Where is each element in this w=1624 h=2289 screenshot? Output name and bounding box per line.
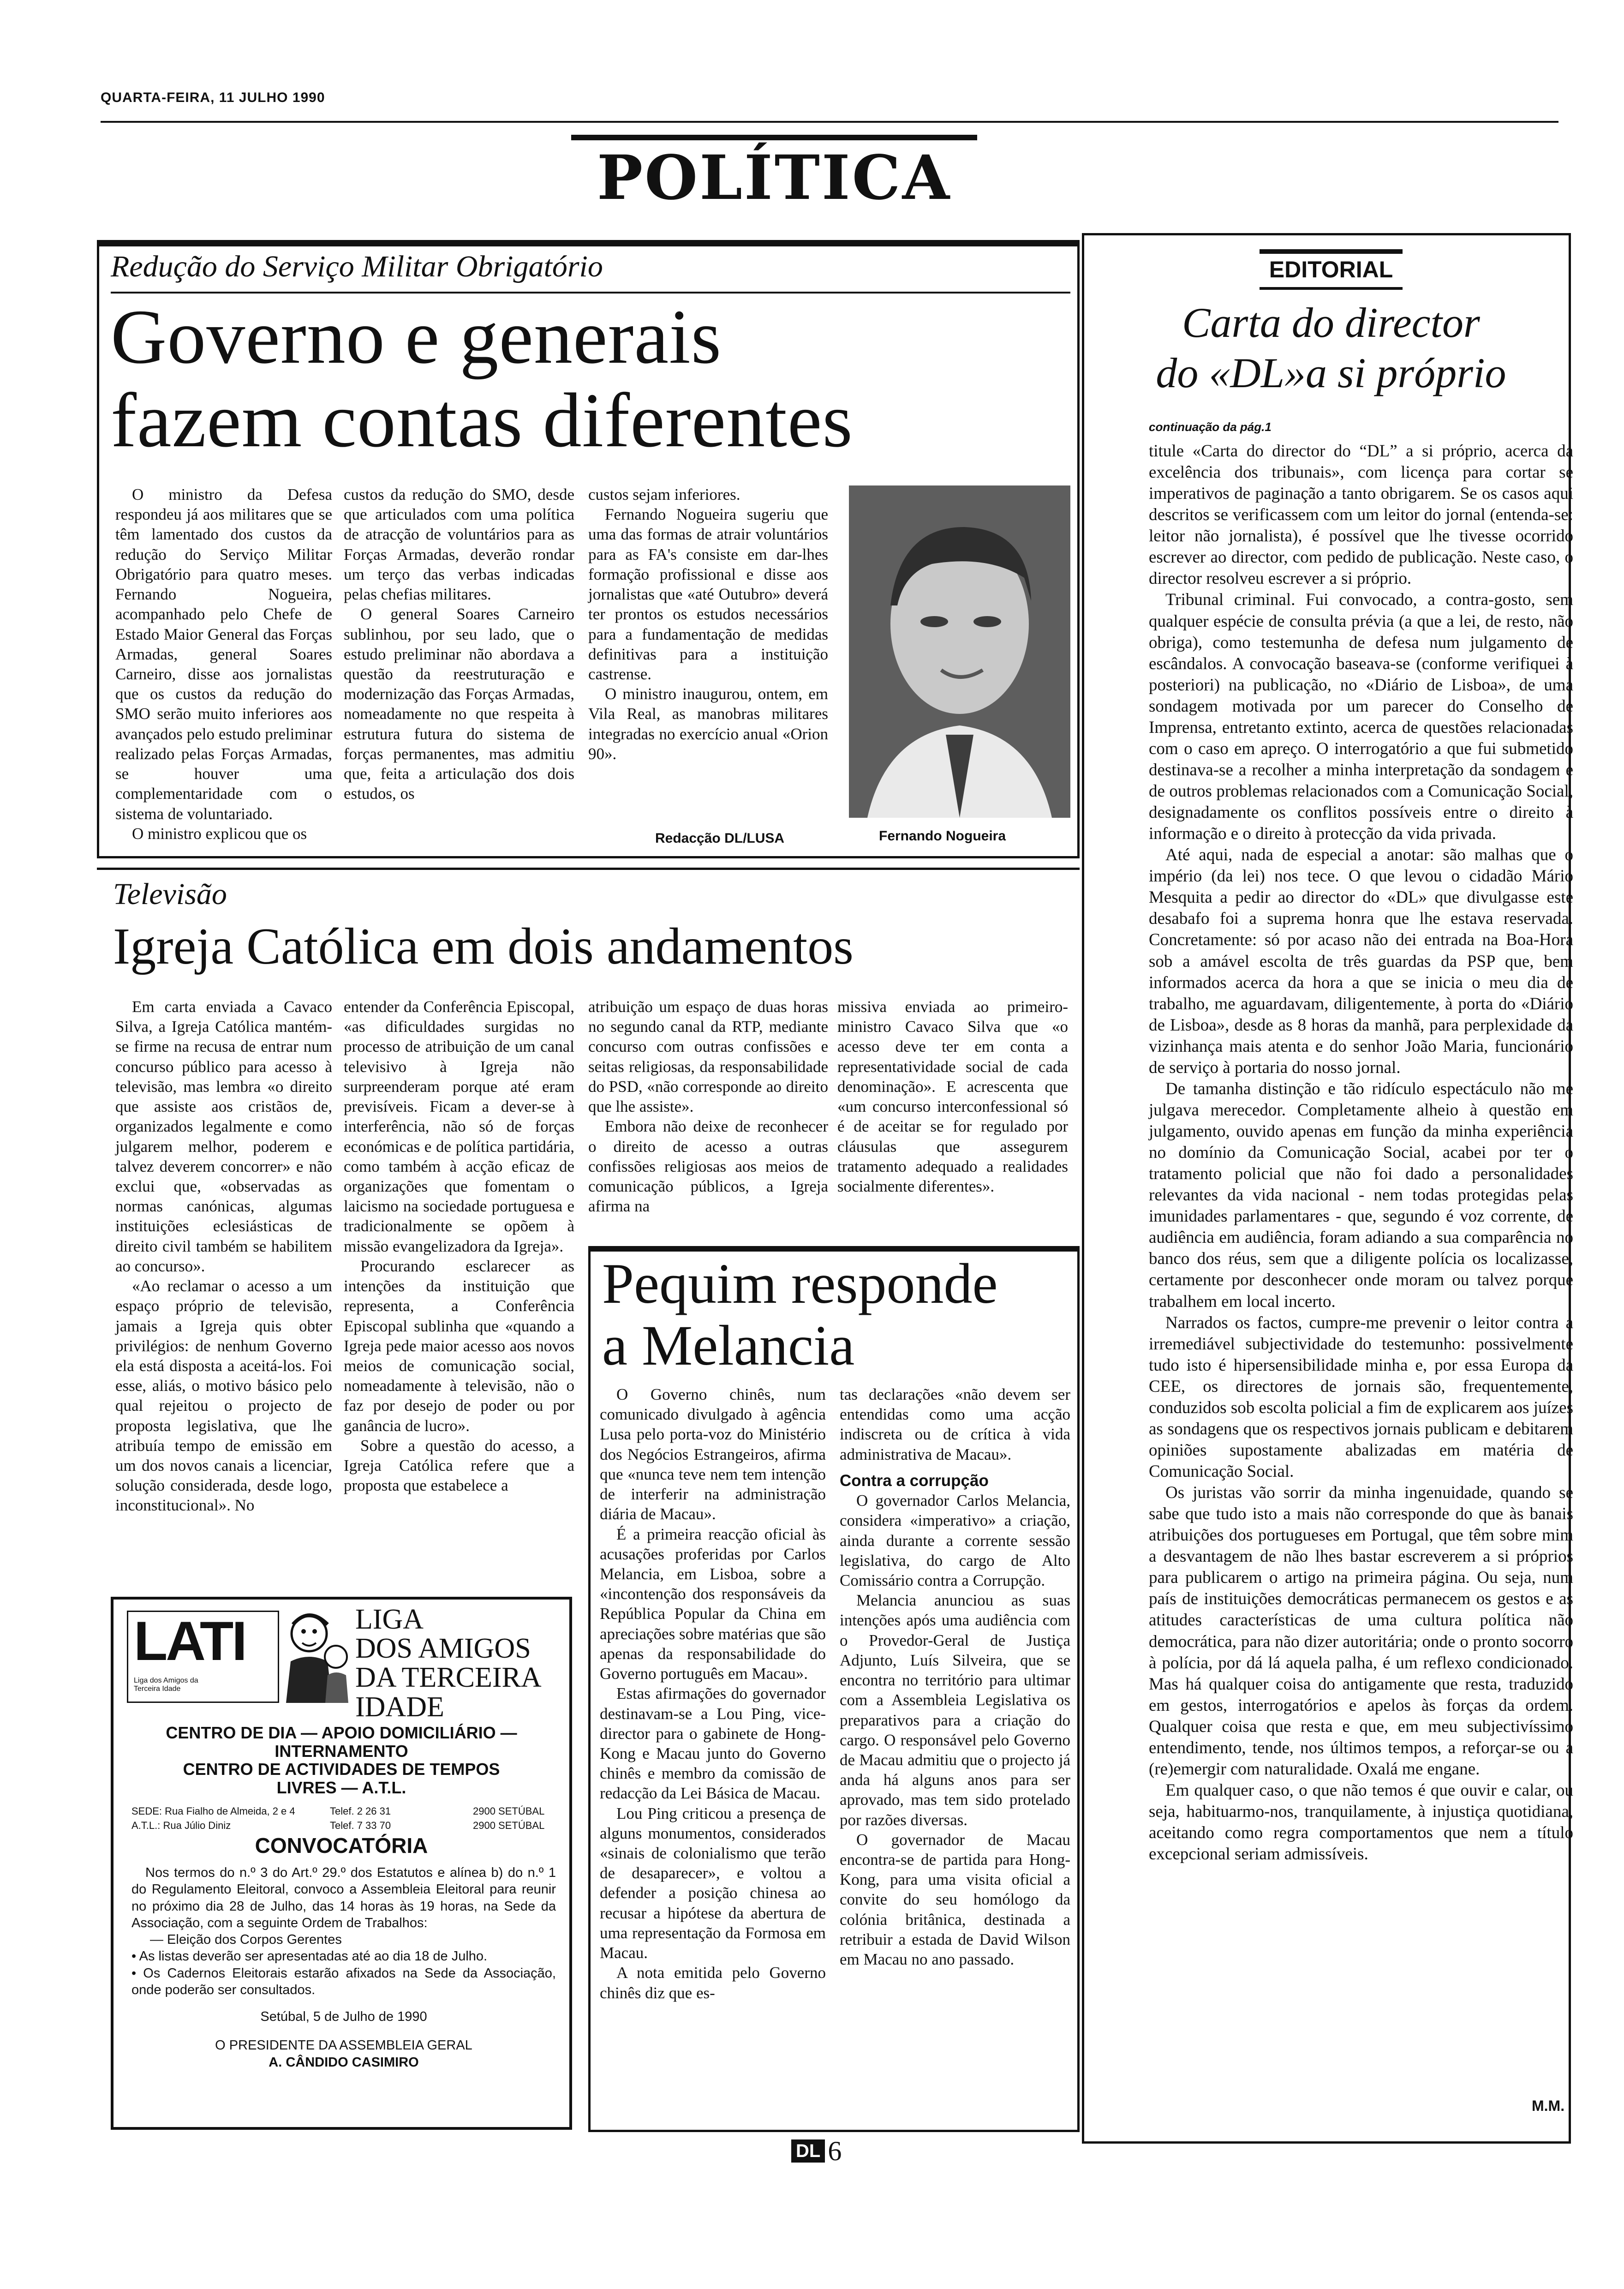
article-igreja-headline: Igreja Católica em dois andamentos xyxy=(113,918,854,975)
paragraph: custos sejam inferiores. xyxy=(588,485,740,503)
article-igreja-col-1 xyxy=(115,997,332,1516)
article-igreja-kicker: Televisão xyxy=(113,877,227,911)
convocatoria-text: Nos termos do n.º 3 do Art.º 29.º dos Estatutos e alínea b) do n.º 1 do Regulamento Eleitoral, convoco a Assembleia Eleitoral para reunir no próximo dia 28 de Julho, das 14 horas às 19 horas, na Sede da Associação, com a seguinte Ordem de Trabalhos: xyxy=(131,1865,556,1930)
portrait-illustration xyxy=(849,485,1070,818)
editorial-continued: continuação da pág.1 xyxy=(1149,420,1272,434)
editorial-label: EDITORIAL xyxy=(1269,257,1393,282)
article-igreja-col-3 xyxy=(588,997,828,1216)
article-generais-col-3 xyxy=(588,485,828,764)
paragraph: Em carta enviada a Cavaco Silva, a Igreja Católica mantém-se firme na recusa de entrar num concurso público para acesso à televisão, mas lembra «o direito que assiste aos cristãos de, organizados legalmente e como julgarem melhor, poderem e talvez deverem concorrer» e não exclui que, «observadas as normas canónicas, algumas instituições eclesiásticas de direito civil também se habilitem ao concurso». xyxy=(115,998,332,1275)
atl-city: 2900 SETÚBAL xyxy=(473,1820,545,1831)
paragraph: Fernando Nogueira sugeriu que uma das formas de atrair voluntários para as FA's consiste em dar-lhes formação profissional e disse aos jornalistas que «até Outubro» deverá ter prontos os estudos necessários para a fundamentação de medidas definitivas para a instituição castrense. xyxy=(588,505,828,683)
article-generais-col-2 xyxy=(344,485,574,804)
headline-line-1: Governo e generais xyxy=(111,294,722,380)
footer-logo xyxy=(791,2136,842,2166)
paragraph: O ministro explicou que os xyxy=(132,824,307,843)
page-number: 6 xyxy=(828,2136,842,2166)
photo-caption: Fernando Nogueira xyxy=(879,828,1006,844)
section-bar xyxy=(571,135,977,140)
headline-line-2: a Melancia xyxy=(602,1313,855,1377)
lati-name-line: LIGA xyxy=(355,1604,424,1635)
paragraph: A nota emitida pelo Governo chinês diz que es- xyxy=(600,1964,826,2002)
paragraph: O general Soares Carneiro sublinhou, por seu lado, que o estudo preliminar não abordava a questão da reestruturação e modernização das Forças Armadas, nomeadamente no que respeita à estrutura futura do sistema de forças permanentes, mas admitiu que, feita a articulação dos dois estudos, os xyxy=(344,605,574,803)
lati-addresses xyxy=(131,1804,556,1833)
editorial-signature: M.M. xyxy=(1532,2097,1565,2114)
paragraph: O ministro da Defesa respondeu já aos militares que se têm lamentado dos custos da redução do Serviço Militar Obrigatório para quatro meses. Fernando Nogueira, acompanhado pelo Chefe de Estado Maior General das Forças Armadas, general Soares Carneiro, disse aos jornalistas que os custos da redução do SMO serão muito inferiores aos avançados pelo estudo preliminar realizado pelas Forças Armadas, se houver uma complementaridade com o sistema de voluntariado. xyxy=(115,485,332,823)
paragraph: É a primeira reacção oficial às acusações proferidas por Carlos Melancia, em Lisboa, sobre a «incontenção dos responsáveis da República Popular da China em apreciações sobre matérias que são apenas da responsabilidade do Governo português em Macau». xyxy=(600,1525,826,1683)
paragraph: Embora não deixe de reconhecer o direito de acesso a outras confissões religiosas aos meios de comunicação públicos, a Igreja afirma na xyxy=(588,1117,828,1216)
lati-address-atl xyxy=(131,1819,556,1833)
subheading: Contra a corrupção xyxy=(840,1471,989,1490)
lati-address-sede xyxy=(131,1804,556,1819)
editorial-label-underline xyxy=(1260,287,1403,290)
article-generais-byline: Redacção DL/LUSA xyxy=(655,831,785,846)
paragraph: Melancia anunciou as suas intenções após uma audiência com o Provedor-Geral de Justiça Adjunto, Luís Silveira, que se encontra no território para ultimar com a Assembleia Legislativa os preparativos para a criação do cargo. O responsável pelo Governo de Macau admitiu que o projecto já anda há alguns anos para ser aprovado, mas tem sido protelado por razões diversas. xyxy=(840,1591,1070,1829)
sede-address: SEDE: Rua Fialho de Almeida, 2 e 4 xyxy=(131,1805,295,1817)
article-pequim-col-2 xyxy=(840,1384,1070,1969)
article-igreja-col-4 xyxy=(837,997,1068,1196)
paragraph: tas declarações «não devem ser entendidas como uma acção indiscreta ou de crítica à vida administrativa de Macau». xyxy=(840,1385,1070,1463)
kicker-rule xyxy=(111,292,1070,294)
article-pequim-topbar xyxy=(588,1246,1080,1252)
paragraph: Procurando esclarecer as intenções da instituição que representa, a Conferência Episcopal sublinha que «quando a Igreja pede maior acesso aos novos meios de comunicação social, nomeadamente à televisão, não o faz por desejo de poder ou por ganância de lucro». xyxy=(344,1257,574,1435)
convocatoria-title: CONVOCATÓRIA xyxy=(255,1834,428,1858)
paragraph: Em qualquer caso, o que não temos é que ouvir e calar, ou seja, habituarmo-nos, tranquilamente, à injustiça quotidiana, aceitando como regra comportamentos que nem a título excepcional seriam admissíveis. xyxy=(1149,1780,1573,1864)
paragraph: O governador de Macau encontra-se de partida para Hong-Kong, para uma visita oficial a convite do seu homólogo da colónia britânica, destinada a retribuir a estada de David Wilson em Macau no ano passado. xyxy=(840,1830,1070,1969)
paragraph: Estas afirmações do governador destinavam-se a Lou Ping, vice-director para o gabinete de Hong-Kong e Macau junto do Governo chinês e membro da comissão de redacção da Lei Básica de Macau. xyxy=(600,1684,826,1803)
atl-phone: Telef. 7 33 70 xyxy=(330,1820,391,1831)
lati-service-line: CENTRO DE DIA — APOIO DOMICILIÁRIO — xyxy=(166,1723,517,1742)
lati-name-line: DOS AMIGOS xyxy=(355,1633,531,1665)
paragraph: entender da Conferência Episcopal, «as dificuldades surgidas no processo de atribuição de um canal televisivo à Igreja não surpreenderam porque até eram previsíveis. Ficam a dever-se à interferência, não só de forças económicas e de política partidária, como também à acção eficaz de organizações que fomentam o laicismo na sociedade portuguesa e tradicionalmente se opõem à missão evangelizadora da Igreja». xyxy=(344,998,574,1255)
article-pequim-col-1 xyxy=(600,1384,826,2003)
article-igreja-col-2 xyxy=(344,997,574,1495)
atl-address: A.T.L.: Rua Júlio Diniz xyxy=(131,1820,231,1831)
lati-service-line: INTERNAMENTO xyxy=(275,1741,408,1761)
paragraph: «Ao reclamar o acesso a um espaço próprio de televisão, jamais a Igreja quis obter privilégios: de nenhum Governo ela está disposta a aceitá-los. Foi esse, aliás, o motivo básico pelo qual rejeitou o projecto de proposta legislativa, que lhe atribuía tempo de emissão em um dos novos canais a licenciar, solução considerada, desde logo, inconstitucional». No xyxy=(115,1277,332,1515)
fernando-nogueira-photo xyxy=(849,485,1070,818)
dateline: QUARTA-FEIRA, 11 JULHO 1990 xyxy=(101,90,325,105)
lati-name xyxy=(355,1605,563,1722)
header-rule xyxy=(101,121,1558,123)
sede-city: 2900 SETÚBAL xyxy=(473,1805,545,1817)
paragraph: missiva enviada ao primeiro-ministro Cavaco Silva que «o acesso deve ter em conta a representatividade social de cada denominação». E acrescenta que «um concurso interconfessional só é de aceitar se for regulado por cláusulas que assegurem tratamento adequado a realidades socialmente diferentes». xyxy=(837,998,1068,1195)
convocatoria-body xyxy=(131,1864,556,2071)
editorial-title-line: Carta do director xyxy=(1182,299,1480,346)
editorial-title-line: do «DL»a si próprio xyxy=(1156,349,1506,396)
paragraph: custos da redução do SMO, desde que articulados com uma política de atracção de voluntários para as Forças Armadas, deverão rondar um terço das verbas indicadas pelas chefias militares. xyxy=(344,485,574,604)
article-generais-kicker: Redução do Serviço Militar Obrigatório xyxy=(111,250,603,283)
paragraph: Lou Ping criticou a presença de alguns monumentos, considerados «sinais de colonialismo que terão de desaparecer», e voltou a defender a posição chinesa ao recusar a hipótese da abertura de uma representação da Formosa em Macau. xyxy=(600,1804,826,1962)
signature-title: O PRESIDENTE DA ASSEMBLEIA GERAL xyxy=(215,2038,472,2053)
paragraph: De tamanha distinção e tão ridículo espectáculo não me julgava merecedor. Completamente alheio à questão em julgamento, ouvido apenas em função da minha experiência no domínio da Comunicação Social, acabei por ter o tratamento policial que não foi dado a personalidades relevantes da vida nacional - nem todas protegidas pelas imunidades parlamentares - que, segundo é voz corrente, de audiência em audiência, foram adiando a sua comparência no banco dos réus, sem que a diligente polícia os localizasse, certamente por desconhecer onde moram ou talvez porque trabalhem em local incerto. xyxy=(1149,1079,1573,1311)
section-title: POLÍTICA xyxy=(597,142,952,214)
editorial-body xyxy=(1149,441,1573,1865)
agenda-item: — Eleição dos Corpos Gerentes xyxy=(150,1932,342,1947)
paragraph: atribuição um espaço de duas horas no segundo canal da RTP, mediante concurso com outras confissões e seitas religiosas, da responsabilidade do PSD, «não corresponde ao direito que lhe assiste». xyxy=(588,998,828,1116)
lati-service-line: CENTRO DE ACTIVIDADES DE TEMPOS xyxy=(183,1760,500,1779)
lati-illustration xyxy=(281,1606,351,1703)
article-generais-headline xyxy=(111,295,1075,463)
lati-services xyxy=(120,1724,563,1797)
dl-logo: DL xyxy=(791,2139,825,2163)
editorial-label-bar xyxy=(1260,249,1403,254)
paragraph: O Governo chinês, num comunicado divulgado à agência Lusa pelo porta-voz do Ministério dos Negócios Estrangeiros, afirma que «nunca teve nem tem intenção de interferir na administração diária de Macau». xyxy=(600,1385,826,1523)
paragraph: titule «Carta do director do “DL” a si próprio, acerca da excelência dos tribunais», com licença para cortar se imperativos de paginação a tanto obrigarem. Se os casos aqui descritos se verificassem com um leitor do jornal (entenda-se: leitor não jornalista), é possível que lhe tivesse ocorrido escrever ao director, com pedido de publicação. Neste caso, o director resolveu escrever a si próprio. xyxy=(1149,442,1573,588)
article-generais-col-1 xyxy=(115,485,332,844)
note-item: • Os Cadernos Eleitorais estarão afixados na Sede da Associação, onde poderão ser consultados. xyxy=(131,1965,556,1997)
headline-line-2: fazem contas diferentes xyxy=(111,378,853,464)
article-igreja-rule xyxy=(97,868,1080,870)
lati-logo xyxy=(127,1611,279,1703)
paragraph: Tribunal criminal. Fui convocado, a contra-gosto, sem qualquer espécie de consulta prévia (a que a lei, de resto, não obriga), como testemunha de defesa num julgamento de escândalos. A convocação baseava-se (conforme verifiquei à posteriori) na publicação, no «Diário de Lisboa», de uma sondagem motivada por um parecer do Conselho de Imprensa, entretanto extinto, acerca de questões relacionadas com o caso em apreço. O interrogatório a que fui submetido destinava-se a recolher a minha interpretação da sondagem e de outros problemas relacionados com a Comunicação Social, designadamente os conflitos possíveis entre o direito à informação e o direito à protecção da vida privada. xyxy=(1149,590,1573,844)
sede-phone: Telef. 2 26 31 xyxy=(330,1805,391,1817)
lati-service-line: LIVRES — A.T.L. xyxy=(276,1778,406,1797)
paragraph: O governador Carlos Melancia, considera «imperativo» a criação, ainda durante a corrente sessão legislativa, do cargo de Alto Comissário contra a Corrupção. xyxy=(840,1492,1070,1589)
note-item: • As listas deverão ser apresentadas até ao dia 18 de Julho. xyxy=(131,1949,488,1964)
lati-logo-text: LATI xyxy=(134,1610,245,1672)
paragraph: O ministro inaugurou, ontem, em Vila Real, as manobras militares integradas no exercício anual «Orion 90». xyxy=(588,685,828,763)
elderly-figures-icon xyxy=(281,1606,351,1703)
paragraph: Até aqui, nada de especial a anotar: são malhas que o império (da lei) nos tece. O que levou o cidadão Mário Mesquita a pedir ao director do «DL» que divulgasse este desabafo foi a suprema honra que lhe estava reservada. Concretamente: só por acaso não dei entrada na Boa-Hora sob a amável escolta de três guardas da PSP que, bem informados acerca da hora a que se inicia o meu dia de trabalho, me aguardavam, diligentemente, à porta do «Diário de Lisboa», desde as 8 horas da manhã, para perplexidade da vizinhança mais atenta e do senhor João Maria, funcionário de serviço à portaria do nosso jornal. xyxy=(1149,845,1573,1077)
paragraph: Narrados os factos, cumpre-me prevenir o leitor contra a irremediável subjectividade do testemunho: possivelmente tudo isto é hipersensibilidade minha e, por essa Europa da CEE, os directores de jornais são, frequentemente, conduzidos sob escolta policial a fim de explicarem aos juízes as sondagens que os respectivos jornais publicam e debitarem opiniões supostamente abalizadas em matéria de Comunicação Social. xyxy=(1149,1313,1573,1481)
paragraph: Os juristas vão sorrir da minha ingenuidade, quando se sabe que tudo isto a mais não corresponde do que às banais atribuições dos portugueses em Portugal, que têm sobre mim a desvantagem de não lhes bastar escreverem a si próprios para publicarem o artigo na primeira página. Ou seja, num país de instituições democráticas permanecem os gestos e as atitudes características de uma cultura política não democrática, para não dizer autoritária; onde o pronto socorro à polícia, por dá lá aquela palha, é um reflexo condicionado. Mas há qualquer coisa do antigamente que resta, traduzido em gestos, interrogatórios e apelos às forças da ordem. Qualquer coisa que resta e que, em meu subjectivíssimo entendimento, tende, nos últimos tempos, a reforçar-se ou a (re)emergir com naturalidade. Oxalá me engane. xyxy=(1149,1483,1573,1779)
convocatoria-date: Setúbal, 5 de Julho de 1990 xyxy=(260,2009,427,2024)
lati-name-line: IDADE xyxy=(355,1691,444,1723)
headline-line-1: Pequim responde xyxy=(602,1252,998,1315)
lati-logo-small: Liga dos Amigos da Terceira Idade xyxy=(134,1677,198,1693)
article-pequim-headline xyxy=(602,1253,1073,1377)
editorial-title xyxy=(1100,298,1562,398)
article-generais-topbar xyxy=(97,240,1080,246)
signature-name: A. CÂNDIDO CASIMIRO xyxy=(269,2055,419,2070)
paragraph: Sobre a questão do acesso, a Igreja Católica refere que a proposta que estabelece a xyxy=(344,1436,574,1495)
lati-name-line: DA TERCEIRA xyxy=(355,1662,542,1694)
